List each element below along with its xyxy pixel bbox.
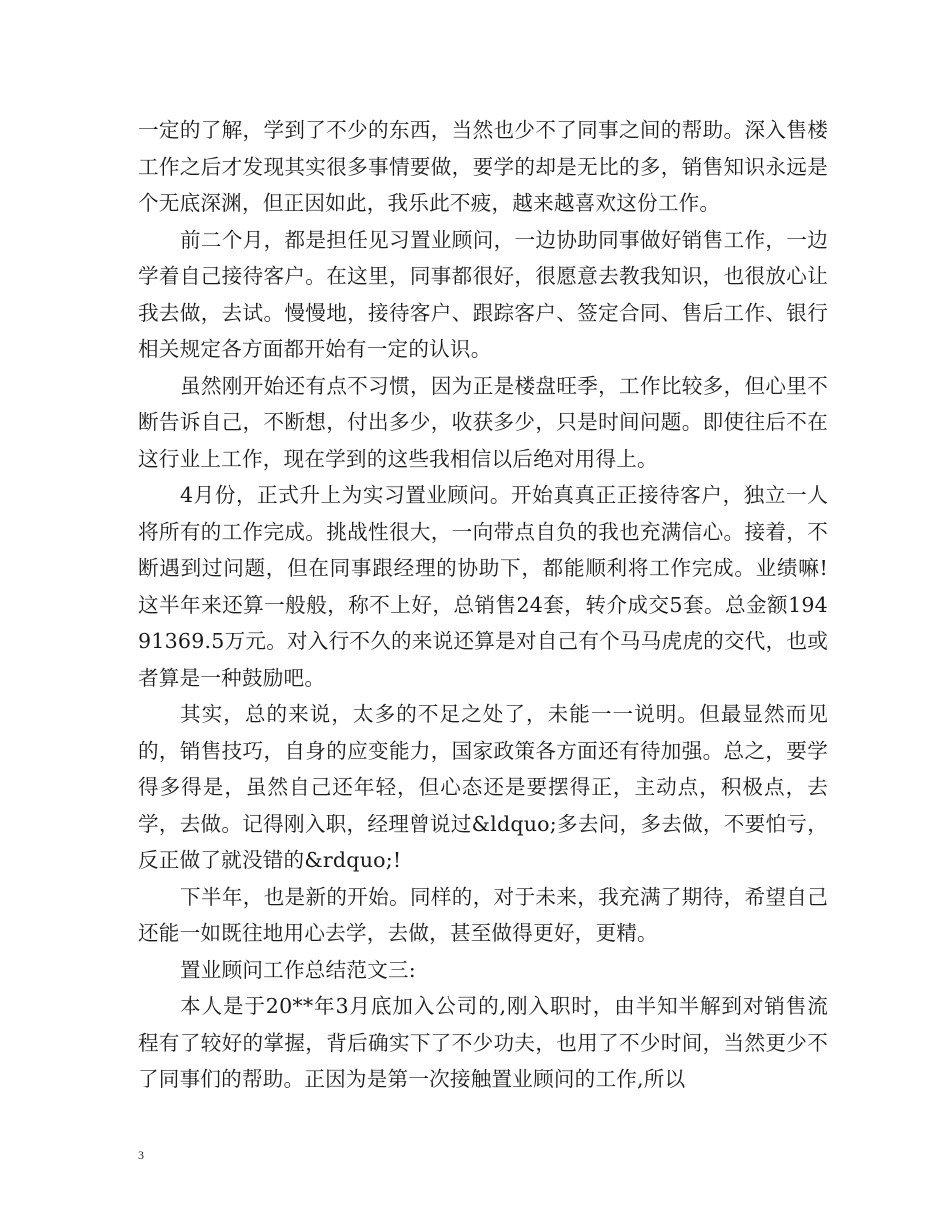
paragraph-2: 前二个月，都是担任见习置业顾问，一边协助同事做好销售工作，一边学着自己接待客户。在这里，同事都很好，很愿意去教我知识，也很放心让我去做，去试。慢慢地，接待客户、跟踪客户、签定合同、售后工作、银行相关规定各方面都开始有一定的认识。: [138, 227, 828, 361]
paragraph-6: 下半年，也是新的开始。同样的，对于未来，我充满了期待，希望自己还能一如既往地用心去学，去做，甚至做得更好，更精。: [138, 884, 828, 945]
paragraph-3: 虽然刚开始还有点不习惯，因为正是楼盘旺季，工作比较多，但心里不断告诉自己，不断想，付出多少，收获多少，只是时间问题。即使往后不在这行业上工作，现在学到的这些我相信以后绝对用得上。: [138, 373, 828, 471]
paragraph-1: 一定的了解，学到了不少的东西，当然也少不了同事之间的帮助。深入售楼工作之后才发现其实很多事情要做，要学的却是无比的多，销售知识永远是个无底深渊，但正因如此，我乐此不疲，越来越喜欢这份工作。: [138, 118, 828, 215]
paragraph-7: 本人是于20**年3月底加入公司的,刚入职时，由半知半解到对销售流程有了较好的掌握，背后确实下了不少功夫，也用了不少时间，当然更少不了同事们的帮助。正因为是第一次接触置业顾问的工作,所以: [138, 994, 828, 1091]
body-text: [138, 112, 828, 1098]
paragraph-5: 其实，总的来说，太多的不足之处了，未能一一说明。但最显然而见的，销售技巧，自身的应变能力，国家政策各方面还有待加强。总之，要学得多得是，虽然自己还年轻，但心态还是要摆得正，主动点，积极点，去学，去做。记得刚入职，经理曾说过&ldquo;多去问，多去做，不要怕亏，反正做了就没错的&rdquo;!: [138, 702, 828, 872]
section-heading: 置业顾问工作总结范文三:: [180, 957, 416, 982]
page-number: 3: [138, 1148, 144, 1162]
paragraph-4: 4月份，正式升上为实习置业顾问。开始真真正正接待客户，独立一人将所有的工作完成。挑战性很大，一向带点自负的我也充满信心。接着，不断遇到过问题，但在同事跟经理的协助下，都能顺利将工作完成。业绩嘛!这半年来还算一般般，称不上好，总销售24套，转介成交5套。总金额19491369.5万元。对入行不久的来说还算是对自己有个马马虎虎的交代，也或者算是一种鼓励吧。: [138, 483, 828, 690]
